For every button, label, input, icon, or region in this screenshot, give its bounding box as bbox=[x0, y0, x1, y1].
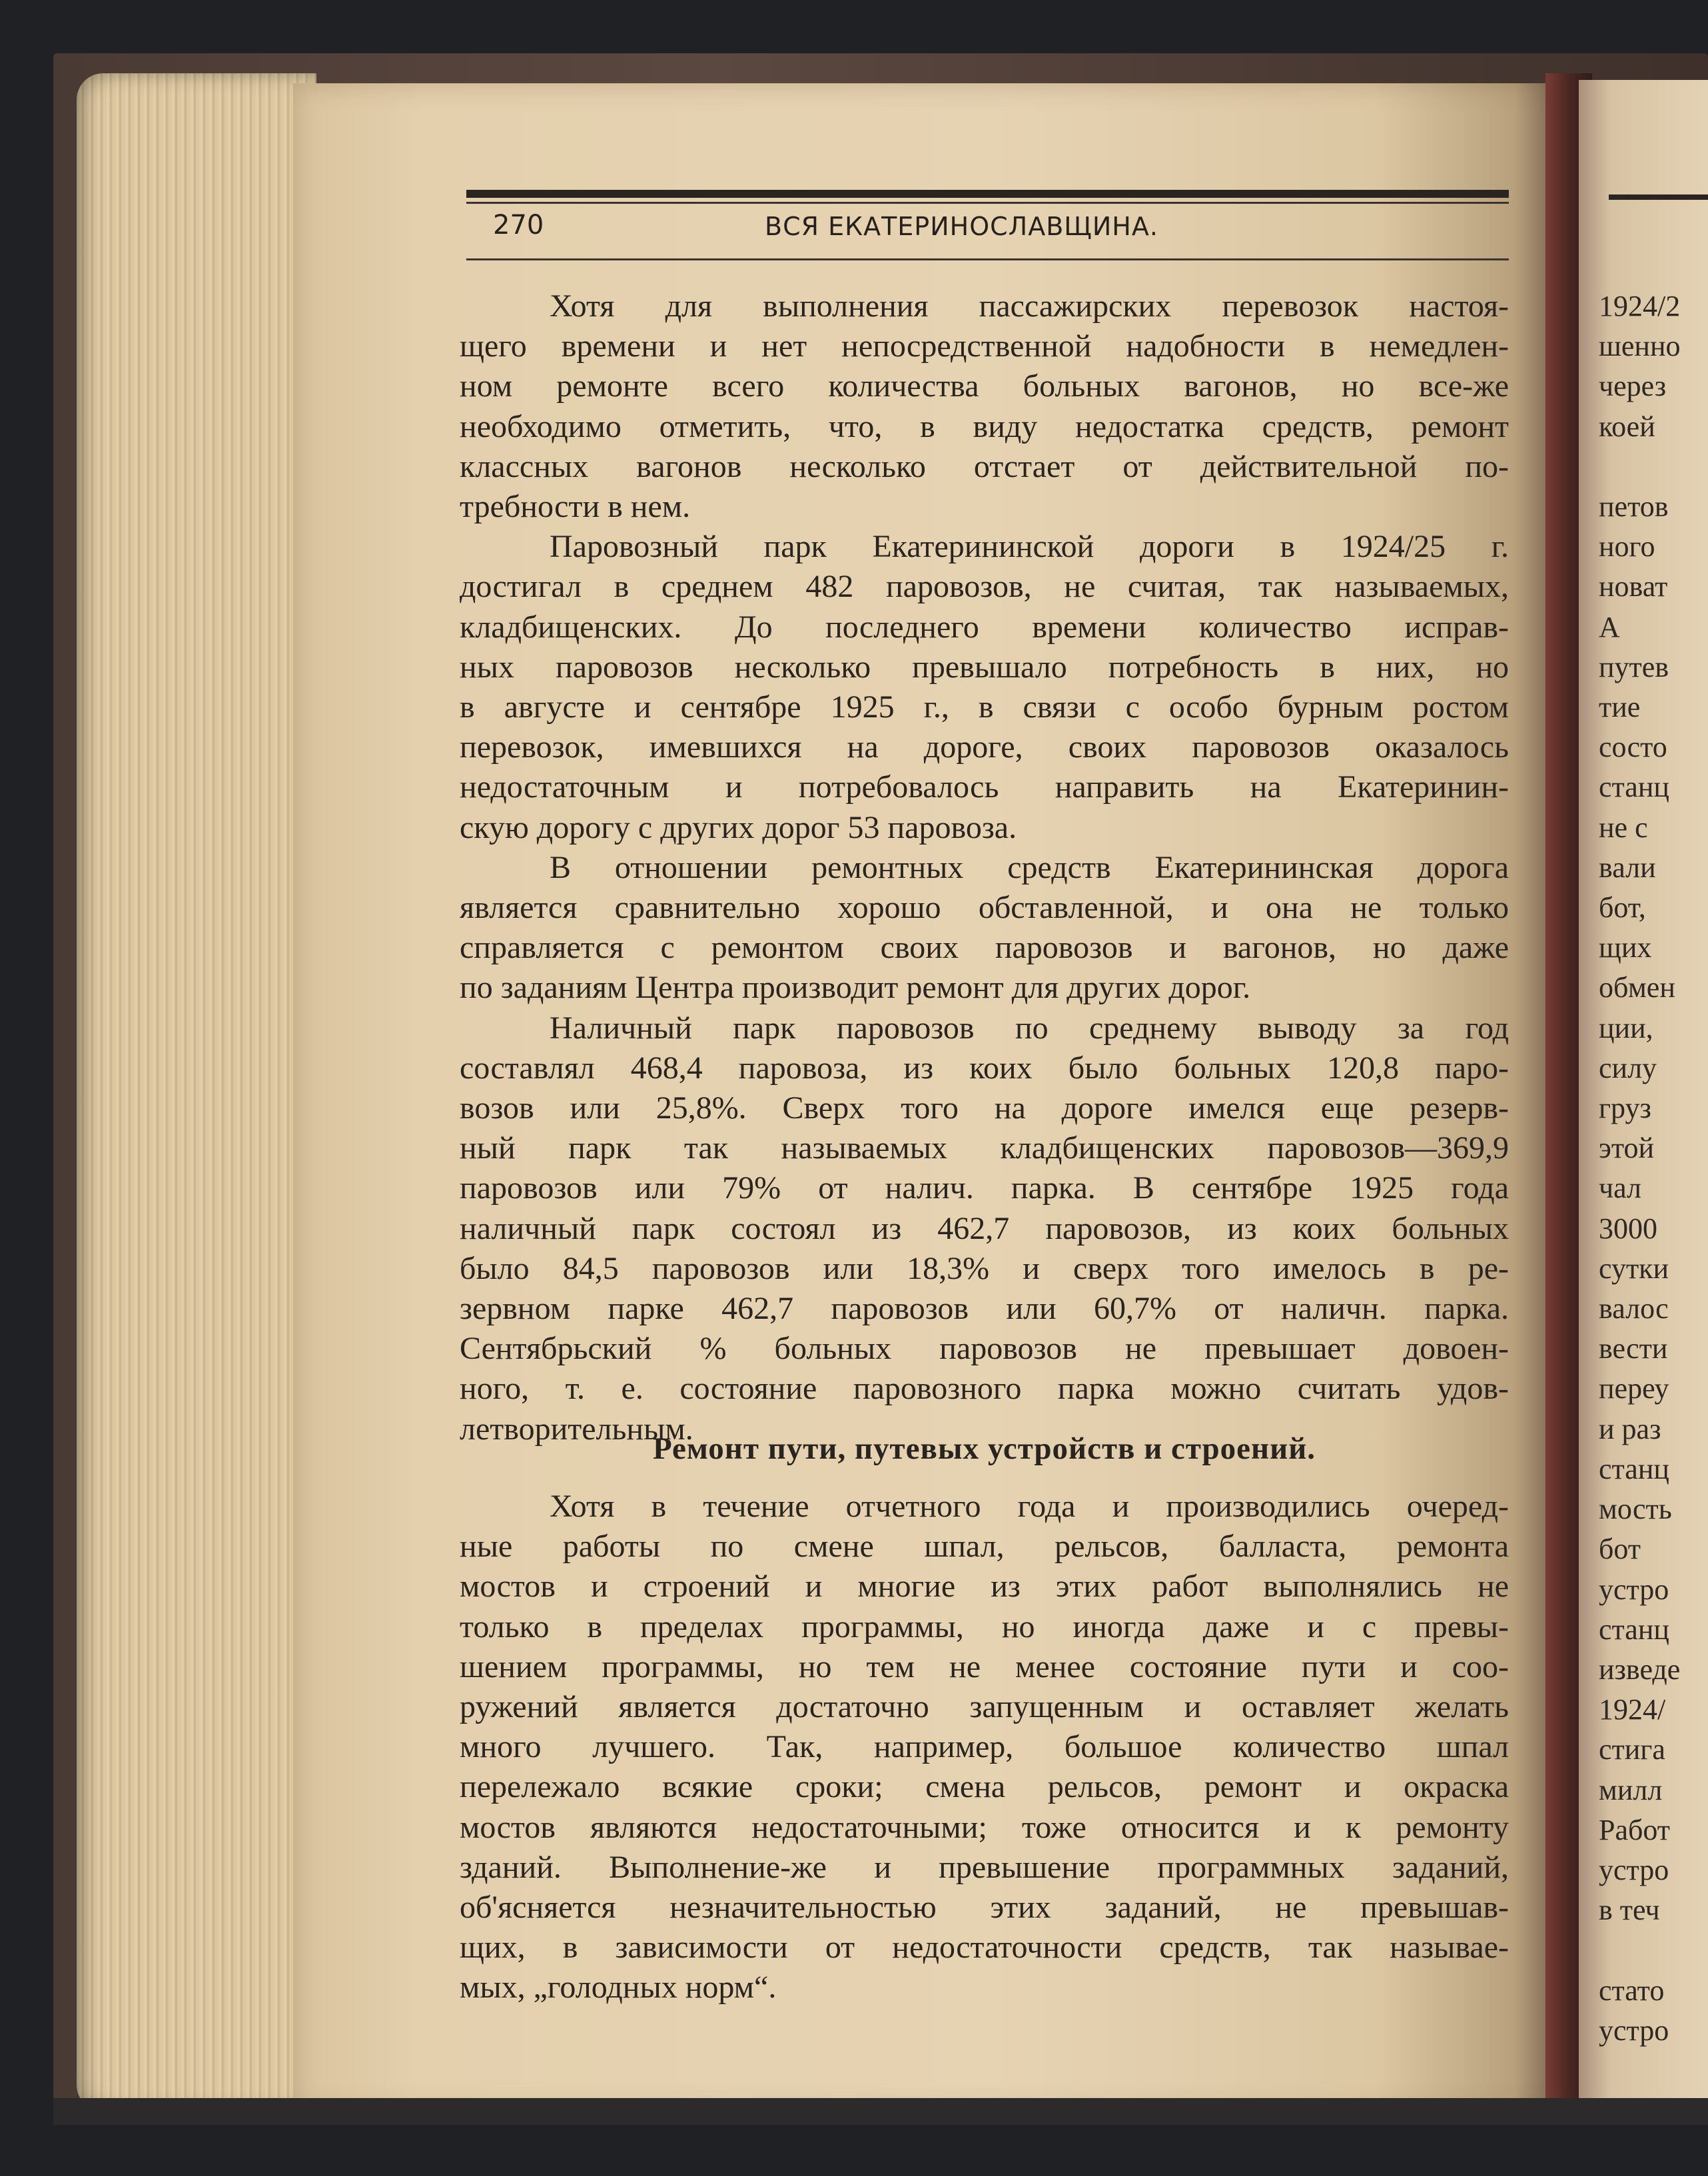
right-page-line: изведе bbox=[1599, 1652, 1681, 1686]
text-line: перележало всякие сроки; смена рельсов, ремонт и окраска bbox=[460, 1769, 1509, 1805]
text-line: скую дорогу с других дорог 53 паровоза. bbox=[460, 809, 1017, 845]
body-text-block-2 bbox=[460, 1487, 1509, 2008]
right-page-line: бот bbox=[1599, 1533, 1641, 1566]
text-line: щего времени и нет непосредственной надобности в немедлен- bbox=[460, 328, 1509, 364]
text-line: перевозок, имевшихся на дороге, своих паровозов оказалось bbox=[460, 729, 1509, 765]
right-page-line: Работ bbox=[1599, 1813, 1671, 1846]
text-line: щих, в зависимости от недостаточности средств, так называе- bbox=[460, 1930, 1509, 1966]
right-page-line: этой bbox=[1599, 1132, 1655, 1165]
right-page-line bbox=[1599, 447, 1708, 487]
text-line: мых, „голодных норм“. bbox=[460, 1970, 777, 2005]
text-line: наличный парк состоял из 462,7 паровозов, из коих больных bbox=[460, 1210, 1509, 1246]
text-line: ных паровозов несколько превышало потребность в них, но bbox=[460, 649, 1509, 685]
right-page-line: груз bbox=[1599, 1092, 1651, 1125]
text-line: зданий. Выполнение-же и превышение программных заданий, bbox=[460, 1849, 1509, 1885]
right-page-line bbox=[1599, 1930, 1708, 1970]
header-rule-bottom bbox=[466, 258, 1509, 260]
text-line: недостаточным и потребовалось направить на Екатеринин- bbox=[460, 769, 1509, 805]
right-page-text-fragment bbox=[1599, 286, 1708, 2051]
text-line: ные работы по смене шпал, рельсов, балласта, ремонта bbox=[460, 1529, 1509, 1565]
text-line: В отношении ремонтных средств Екатерининская дорога bbox=[550, 849, 1509, 885]
header-rule-thick bbox=[466, 190, 1509, 198]
right-page-line: устро bbox=[1599, 1573, 1669, 1606]
right-page-line: в теч bbox=[1599, 1894, 1660, 1927]
right-page-header-rule bbox=[1609, 194, 1708, 200]
text-line: кладбищенских. До последнего времени количество исправ- bbox=[460, 609, 1509, 645]
text-line: классных вагонов несколько отстает от действительной по- bbox=[460, 448, 1509, 484]
right-page-line: валос bbox=[1599, 1292, 1669, 1325]
text-line: Сентябрьский % больных паровозов не превышает довоен- bbox=[460, 1331, 1509, 1367]
right-page-line: новат bbox=[1599, 570, 1668, 603]
right-page-line: состо bbox=[1599, 731, 1667, 764]
right-page-line: не с bbox=[1599, 811, 1648, 844]
right-page-line: бот, bbox=[1599, 891, 1646, 924]
right-page-line: 3000 bbox=[1599, 1212, 1657, 1245]
text-line: летворительным. bbox=[460, 1411, 693, 1447]
text-line: мостов и строений и многие из этих работ выполнялись не bbox=[460, 1569, 1509, 1605]
text-line: составлял 468,4 паровоза, из коих было больных 120,8 паро- bbox=[460, 1050, 1509, 1086]
right-page-line: и раз bbox=[1599, 1412, 1661, 1445]
text-line: достигал в среднем 482 паровозов, не считая, так называемых, bbox=[460, 569, 1509, 605]
text-line: возов или 25,8%. Сверх того на дороге имелся еще резерв- bbox=[460, 1090, 1509, 1126]
text-line: только в пределах программы, но иногда даже и с превы- bbox=[460, 1609, 1509, 1644]
right-page-line: через bbox=[1599, 370, 1667, 403]
right-page-line: вести bbox=[1599, 1332, 1668, 1365]
right-page-line: силу bbox=[1599, 1051, 1657, 1084]
text-line: требности в нем. bbox=[460, 489, 691, 525]
text-line: необходимо отметить, что, в виду недостатка средств, ремонт bbox=[460, 408, 1509, 444]
right-page-line: станц bbox=[1599, 1452, 1669, 1485]
right-page-line: стато bbox=[1599, 1974, 1665, 2007]
right-page-line: сутки bbox=[1599, 1252, 1669, 1285]
right-page-line: обмен bbox=[1599, 971, 1675, 1004]
right-page-line: А bbox=[1599, 610, 1620, 643]
right-page-line: станц bbox=[1599, 1613, 1669, 1646]
text-line: Наличный парк паровозов по среднему выводу за год bbox=[550, 1010, 1509, 1046]
text-line: паровозов или 79% от налич. парка. В сентябре 1925 года bbox=[460, 1170, 1509, 1206]
right-page-line: щих bbox=[1599, 931, 1652, 964]
text-line: много лучшего. Так, например, большое количество шпал bbox=[460, 1729, 1509, 1765]
text-line: Хотя для выполнения пассажирских перевозок настоя- bbox=[550, 288, 1509, 324]
text-line: было 84,5 паровозов или 18,3% и сверх того имелось в ре- bbox=[460, 1250, 1509, 1286]
page-edges bbox=[77, 73, 316, 2111]
text-line: Хотя в течение отчетного года и производились очеред- bbox=[550, 1489, 1509, 1524]
right-page-line: путев bbox=[1599, 650, 1669, 683]
text-line: шением программы, но тем не менее состояние пути и соо- bbox=[460, 1648, 1509, 1684]
running-head: ВСЯ ЕКАТЕРИНОСЛАВЩИНА. bbox=[765, 212, 1158, 241]
section-heading: Ремонт пути, путевых устройств и строений. bbox=[652, 1431, 1316, 1466]
right-page-line: вали bbox=[1599, 851, 1656, 884]
right-page-line: устро bbox=[1599, 2013, 1669, 2047]
text-line: ружений является достаточно запущенным и оставляет желать bbox=[460, 1689, 1509, 1725]
text-line: об'ясняется незначительностью этих заданий, не превышав- bbox=[460, 1890, 1509, 1926]
right-page-line: шенно bbox=[1599, 330, 1681, 363]
text-line: является сравнительно хорошо обставленной, и она не только bbox=[460, 890, 1509, 926]
right-page-line: 1924/ bbox=[1599, 1693, 1666, 1726]
text-line: зервном парке 462,7 паровозов или 60,7% от наличн. парка. bbox=[460, 1291, 1509, 1327]
text-line: ного, т. е. состояние паровозного парка можно считать удов- bbox=[460, 1371, 1509, 1407]
right-page-line: 1924/2 bbox=[1599, 290, 1681, 322]
right-page-line: тие bbox=[1599, 691, 1641, 724]
text-line: справляется с ремонтом своих паровозов и вагонов, но даже bbox=[460, 930, 1509, 966]
right-page-line: чал bbox=[1599, 1172, 1642, 1205]
text-line: Паровозный парк Екатерининской дороги в 1924/25 г. bbox=[550, 529, 1509, 565]
text-line: ном ремонте всего количества больных вагонов, но все-же bbox=[460, 368, 1509, 404]
right-page-line: петов bbox=[1599, 490, 1669, 524]
body-text-block-1 bbox=[460, 286, 1509, 1449]
right-page-line: ции, bbox=[1599, 1011, 1653, 1044]
right-page-line: коей bbox=[1599, 410, 1655, 443]
right-page-line: станц bbox=[1599, 771, 1669, 804]
right-page-line: переу bbox=[1599, 1372, 1669, 1405]
right-page-line: ного bbox=[1599, 530, 1655, 563]
text-line: в августе и сентябре 1925 г., в связи с особо бурным ростом bbox=[460, 689, 1509, 725]
right-page-line: стига bbox=[1599, 1733, 1665, 1766]
text-line: по заданиям Центра производит ремонт для других дорог. bbox=[460, 970, 1251, 1006]
right-page-line: мость bbox=[1599, 1493, 1672, 1526]
right-page-line: милл bbox=[1599, 1773, 1663, 1806]
page-number: 270 bbox=[493, 210, 544, 240]
text-line: мостов являются недостаточными; тоже относится и к ремонту bbox=[460, 1809, 1509, 1845]
right-page-line: устро bbox=[1599, 1853, 1669, 1886]
text-line: ный парк так называемых кладбищенских паровозов—369,9 bbox=[460, 1130, 1509, 1166]
header-rule-thin bbox=[466, 202, 1509, 204]
bottom-edge bbox=[53, 2098, 1708, 2125]
